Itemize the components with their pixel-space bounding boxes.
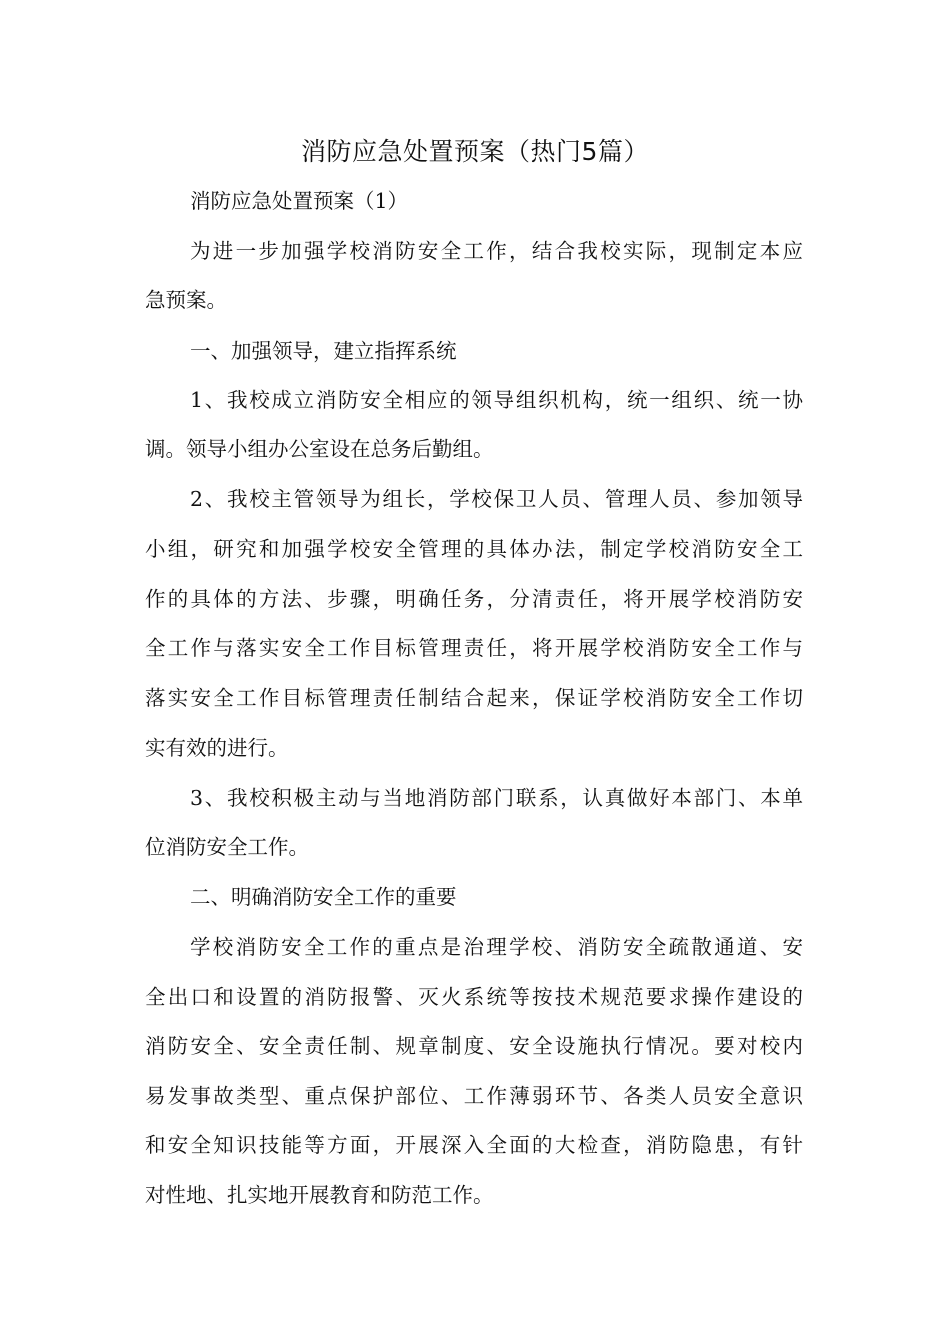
paragraph-line: 实有效的进行。 — [145, 736, 289, 760]
paragraph-line: 消防安全、安全责任制、规章制度、安全设施执行情况。要对校内 — [145, 1034, 803, 1058]
document-title: 消防应急处置预案（热门5篇） — [301, 137, 649, 166]
paragraph-line: 学校消防安全工作的重点是治理学校、消防安全疏散通道、安 — [190, 935, 803, 959]
section-heading: 一、加强领导，建立指挥系统 — [190, 339, 457, 363]
paragraph-line: 3、我校积极主动与当地消防部门联系，认真做好本部门、本单 — [190, 786, 803, 810]
paragraph-line: 小组，研究和加强学校安全管理的具体办法，制定学校消防安全工 — [145, 537, 803, 561]
paragraph-line: 全工作与落实安全工作目标管理责任，将开展学校消防安全工作与 — [145, 636, 803, 660]
paragraph-line: 急预案。 — [145, 288, 227, 312]
paragraph-line: 2、我校主管领导为组长，学校保卫人员、管理人员、参加领导 — [190, 487, 803, 511]
paragraph-line: 易发事故类型、重点保护部位、工作薄弱环节、各类人员安全意识 — [145, 1084, 803, 1108]
paragraph-line: 1、我校成立消防安全相应的领导组织机构，统一组织、统一协 — [190, 388, 803, 412]
paragraph-line: 对性地、扎实地开展教育和防范工作。 — [145, 1183, 494, 1207]
paragraph-line: 位消防安全工作。 — [145, 835, 309, 859]
paragraph-line: 和安全知识技能等方面，开展深入全面的大检查，消防隐患，有针 — [145, 1133, 803, 1157]
section-heading: 二、明确消防安全工作的重要 — [190, 885, 457, 909]
paragraph-line: 落实安全工作目标管理责任制结合起来，保证学校消防安全工作切 — [145, 686, 803, 710]
paragraph-line: 作的具体的方法、步骤，明确任务，分清责任，将开展学校消防安 — [145, 587, 803, 611]
paragraph-line: 为进一步加强学校消防安全工作，结合我校实际，现制定本应 — [190, 239, 803, 263]
paragraph-line: 调。领导小组办公室设在总务后勤组。 — [145, 437, 494, 461]
paragraph-line: 全出口和设置的消防报警、灭火系统等按技术规范要求操作建设的 — [145, 985, 803, 1009]
section-heading: 消防应急处置预案（1） — [190, 189, 409, 213]
